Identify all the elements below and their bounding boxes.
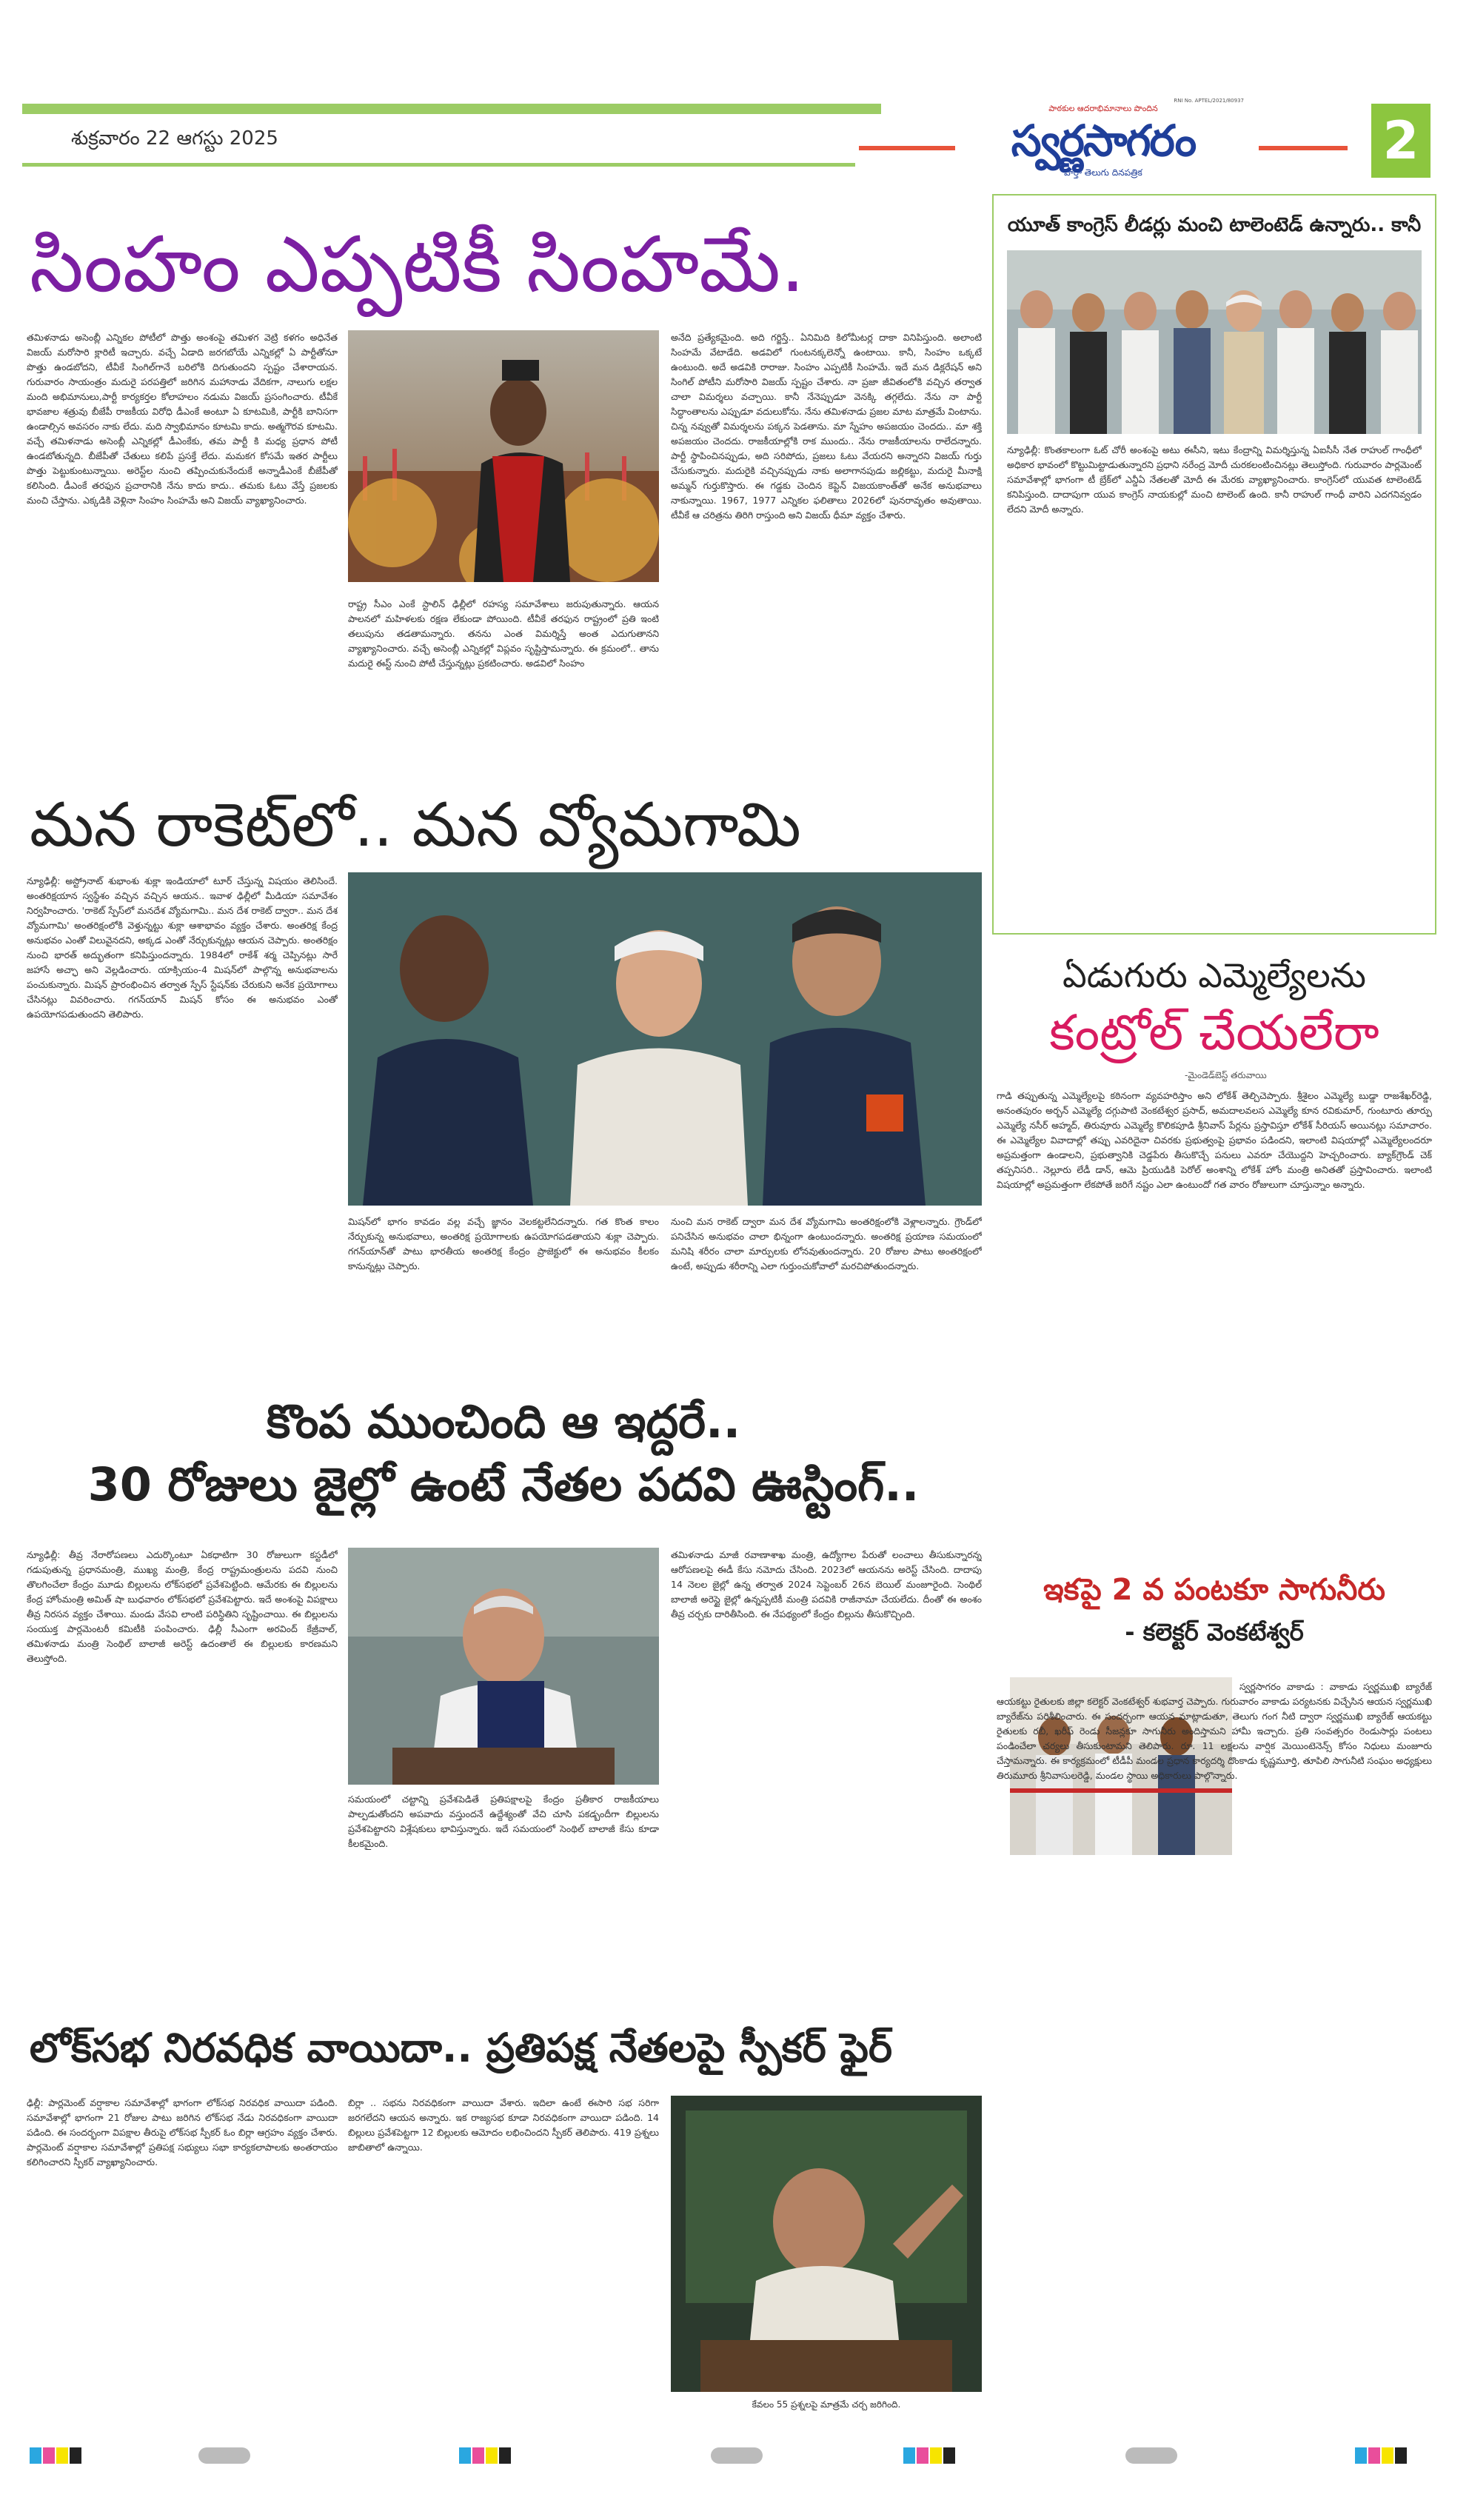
prison-headline-2: 30 రోజులు జైల్లో ఉంటే నేతల పదవి ఊస్టింగ్.. <box>87 1457 920 1511</box>
mla-text: గాడి తప్పుతున్న ఎమ్మెల్యేలపై కఠినంగా వ్యవహరిస్తాం అని లోకేశ్ తెల్చిచెప్పారు. శ్రీశైలం ఎమ్మెల్యే బుడ్డా రాజశేఖర్‌రెడ్డి, అనంతపురం అర్బన్ ఎమ్మెల్యే దగ్గుపాటి వెంకటేశ్వర ప్రసాద్, అమదాలవలస ఎమ్మెల్యే కూన రవికుమార్, గుంటూరు తూర్పు ఎమ్మెల్యే నసీర్ అహ్మద్, తిరువూరు ఎమ్మెల్యే కొలికపూడి శ్రీనివాస్ పేర్లను ప్రస్తావిస్తూ లోకేశ్ సీరియస్ అయినట్లు సమాచారం. ఈ ఎమ్మెల్యేల వివాదాల్లో తప్పు ఎవరిదైనా చివరకు ప్రభుత్వంపై ప్రభావం పడిందని, ఇలాంటి విషయాల్లో ఎమ్మెల్యేలందరూ అప్రమత్తంగా ఉండాలని, ప్రభుత్వానికి చెడ్డపేరు తీసుకొచ్చే పనులు ఎవరూ చేయొద్దని హెచ్చరించారు. బ్యాక్‌గ్రౌండ్ చెక్ తప్పనిసరి.. నెల్లూరు లేడీ డాన్, ఆమె ప్రియుడికి పెరోల్ అంశాన్ని లోకేశ్ హోం మంత్రి అనితతో ప్రస్తావించారు. ఇలాంటి విషయాల్లో అప్రమత్తంగా లేకపోతే జరిగే నష్టం ఎలా ఉంటుందో గత వారం రోజులుగా చూస్తున్నాం అన్నారు. <box>997 1090 1432 1190</box>
lead-col1: తమిళనాడు అసెంబ్లీ ఎన్నికల పోటీలో పొత్తు అంశంపై తమిళగ వెట్రి కళగం అధినేత విజయ్ మరోసారి క్లారిటీ ఇచ్చారు. వచ్చే ఏడాది జరగబోయే ఎన్నికల్లో ఏ పార్టీతోనూ పొత్తు ఉండబోదని, టీవీకే సింగిల్‌గానే బరిలోకి దిగుతుందని స్పష్టం చేశారాయన. గురువారం సాయంత్రం మదురై పరపత్తిలో జరిగిన మహానాడు వేదికగా, నాలుగు లక్షల మంది అభిమానులు,పార్టీ కార్యకర్తల కోలాహలం నడుమ విజయ్ ప్రసంగించారు. టీవీకే భావజాల శత్రువు బీజేపీ రాజకీయ విరోధి డీఎంకే అంటూ ఏ కూటమికి, పార్టీకి బానిసగా ఉండాల్సిన అవసరం నాకు లేదు. మది స్వాభిమానం కూటమి కాదు. అత్మగౌరవ కూటమి. వచ్చే తమిళనాడు అసెంబ్లీ ఎన్నికల్లో డీఎంకేకు, తమ పార్టీ కి మధ్య ప్రధాన పోటీ ఉండబోతున్నది. బీజేపీతో చేతులు కలిపే ప్రసక్తే లేదు. మమకగ కోసమే ఇతర పార్టీలు పొత్తు పెట్టుకుంటున్నాయి. అరెస్ట్‌ల నుంచి తప్పించుకునేందుకే అన్నాడీఎంకే బీజేపీతో కలిసింది. డీఎంకే తరఫున ప్రచారానికి నేను కాదు కాదు.. తమకు ఓటు వేస్తే ప్రజలకు మంచి చేస్తాను. ఎక్కడికి వెళ్లినా సింహం సింహమే అని విజయ్ వ్యాఖ్యానించారు. <box>27 332 338 506</box>
left-green-rule <box>22 163 855 167</box>
kalwa-headline: ఇకపై 2 వ పంటకూ సాగునీరు <box>1043 1573 1385 1607</box>
masthead <box>963 98 1244 185</box>
masthead-reg: RNI No. APTEL/2021/80937 <box>1174 98 1244 104</box>
registration-marks-4 <box>1355 2447 1408 2464</box>
registration-pill-1 <box>198 2447 250 2464</box>
loksabha-col1: ఢిల్లీ: పార్లమెంట్ వర్షాకాల సమావేశాల్లో భాగంగా లోక్‌సభ నిరవధిక వాయిదా పడింది. సమావేశాల్లో భాగంగా 21 రోజుల పాటు జరిగిన లోక్‌సభ నేడు నిరవధికంగా వాయిదా పడింది. ఈ సందర్భంగా విపక్షాల తీరుపై లోక్‌సభ స్పీకర్ ఓం బిర్లా ఆగ్రహం వ్యక్తం చేశారు. పార్లమెంట్ వర్షాకాల సమావేశాల్లో ప్రతిపక్ష సభ్యులు సభా కార్యకలాపాలకు అంతరాయం కలిగించారని స్పీకర్ వ్యాఖ్యానించారు. <box>27 2097 338 2168</box>
vijay-photo <box>348 330 659 582</box>
registration-pill-3 <box>1125 2447 1177 2464</box>
top-green-bar <box>22 104 881 114</box>
mla-headline-1: ఏడుగురు ఎమ్మెల్యేలను <box>1063 955 1366 995</box>
registration-marks-2 <box>459 2447 512 2464</box>
sidebar-text: న్యూఢిల్లీ: కొంతకాలంగా ఓట్ చోరీ అంశంపై అటు ఈసీని, ఇటు కేంద్రాన్ని విమర్శిస్తున్న ఏఐసీసీ నేత రాహుల్ గాంధీలో అధికార భావంలో కొట్టుమిట్టాడుతున్నారని ప్రధాని నరేంద్ర మోదీ చురకలంటించినట్లు తెలుస్తోంది. గురువారం పార్లమెంట్ సమావేశాల్లో భాగంగా టీ బ్రేక్‌లో ఎన్డీఏ నేతలతో మోదీ ఈ మేరకు వ్యాఖ్యానించారు. కాంగ్రెస్‌లో యువత టాలెంటెడ్ కనిపిస్తుంది. దాదాపుగా యువ కాంగ్రెస్ నాయకుల్లో మంచి టాలెంట్ ఉంది. కానీ రాహుల్ గాంధీ వారిని ఎదగనివ్వడం లేదని మోదీ అన్నారు. <box>1007 444 1422 515</box>
mla-source: -మైండెడ్‌బెస్ట్ తరువాయి <box>1185 1070 1267 1080</box>
masthead-title: స్వర్ణసాగరం <box>1011 116 1196 166</box>
kalwa-text: స్వర్ణసాగరం వాకాడు : వాకాడు స్వర్ణముఖి బ్యారేజ్ ఆయకట్టు రైతులకు జిల్లా కలెక్టర్ వెంకటేశ్వర్ శుభవార్త చెప్పారు. గురువారం వాకాడు పర్యటనకు విచ్చేసిన ఆయన స్వర్ణముఖి బ్యారేజ్‌ను పరిశీలించారు. ఈ సందర్భంగా ఆయన మాట్లాడుతూ, తెలుగు గంగ నీటి ద్వారా స్వర్ణముఖి బ్యారేజ్ ఆయకట్టు రైతులకు రబీ, ఖరీఫ్ రెండు సీజన్లకూ సాగునీరు అందిస్తామని హామీ ఇచ్చారు. ప్రతి సంవత్సరం రెండుసార్లు పంటలు పండించేలా చర్యలు తీసుకుంటామని తెలిపారు. రూ. 11 లక్షలను వార్షిక మెయింటెనెన్స్ కోసం నిధులు మంజూరు చేస్తామన్నారు. ఈ కార్యక్రమంలో టీడీపీ మండల ప్రధాన కార్యదర్శి దొంకాడు కృష్ణమూర్తి, తూపిలి సాగునీటి సంఘం అధ్యక్షులు తిరుమూరు శ్రీనివాసులరెడ్డి, మండల స్థాయి అధికారులు పాల్గొన్నారు. <box>997 1681 1432 1781</box>
modi-photo <box>1007 250 1422 434</box>
masthead-subtitle: వార్తా తెలుగు దినపత్రిక <box>1064 167 1142 178</box>
header-red-rule-left <box>859 146 955 150</box>
prison-col2: సమయంలో చట్టాన్ని ప్రవేశపెడితే ప్రతిపక్షాలపై కేంద్రం ప్రతీకార రాజకీయాలు పాల్పడుతోందని అపవాదు వస్తుందనే ఉద్దేశ్యంతో వేచి చూసి పకడ్బందీగా బిల్లులను ప్రవేశపెట్టారని విశ్లేషకులు భావిస్తున్నారు. ఇదే సమయంలో సెంథిల్ బాలాజీ కేసు కూడా కీలకమైంది. <box>348 1794 659 1849</box>
amit-shah-photo <box>348 1548 659 1785</box>
speaker-photo-caption: కేవలం 55 ప్రశ్నలపై మాత్రమే చర్చ జరిగింది. <box>752 2399 901 2410</box>
rocket-col1: న్యూఢిల్లీ: అస్ట్రోనాట్ శుభాంశు శుక్లా ఇండియాలో టూర్ చేస్తున్న విషయం తెలిసిందే. అంతరిక్షయాన స్వస్థేశం వచ్చిన వచ్చిన ఆయన.. ఇవాళ ఢిల్లీలో మీడియా సమావేశం నిర్వహించారు. 'రాకెట్ స్పేస్‌లో మనదేశ వ్యోమగామి.. మన దేశ రాకెట్ ద్వారా.. మన దేశ వ్యోమగామి' అంతరిక్షంలోకి వెళ్తున్నట్టు శుక్లా ఆశాభావం వ్యక్తం చేశారు. అంతరిక్ష కేంద్ర అనుభవం ఎంతో విలువైనదని, అక్కడ ఎంతో నేర్చుకున్నట్లు ఆయన చెప్పారు. అంతరిక్షం నుంచి భారత్ అద్భుతంగా కనిపిస్తుందన్నారు. 1984లో రాకేశ్ శర్మ చెప్పినట్లు సారే జహాసే అచ్ఛా అని వెల్లడించారు. యాక్సియం-4 మిషన్‌లో పాల్గొన్న అనుభవాలను పంచుకున్నారు. మిషన్ ప్రారంభించిన తర్వాత స్పేస్ స్టేషన్‌కు చేరుకుని అనేక ప్రయోగాలు చేసినట్లు వివరించారు. గగన్‌యాన్ మిషన్ కోసం ఈ అనుభవం ఎంతో ఉపయోగపడుతుందని తెలిపారు. <box>27 875 338 1020</box>
lead-col2: అనేది ప్రత్యేకమైంది. అది గర్జిస్తే.. ఏనిమిది కిలోమీటర్ల దాకా వినిపిస్తుంది. అలాంటి సింహమే వేటాడేది. అడవిలో గుంటనక్కలెన్నో ఉంటాయి. కానీ, సింహం ఒక్కటే ఉంటుంది. అదే అడవికి రారాజు. సింహం ఎప్పటికీ సింహమే. ఇదే మన డిక్లరేషన్ అని సింగిల్ పోటీని మరోసారి విజయ్ స్పష్టం చేశారు. నా ప్రజా జీవితంలోకి వచ్చిన తర్వాత చాలా విమర్శలు వచ్చాయి. కానీ నేనెప్పుడూ వెనక్కి తగ్గలేదు. నేను నా పార్టీ సిద్ధాంతాలను ఎప్పుడూ వదులుకోను. నేను తమిళనాడు ప్రజల మాట మాత్రమే వింటాను. చిన్న నవ్వుతో విమర్శలను పక్కన పెడతాను. మా స్నేహం అపజయం చెందదు.. మా శక్తి అపజయం చెందదు. రాజకీయాల్లోకి రాక ముందు.. నేను రాజకీయాలను రాలేదన్నారు. పార్టీ స్థాపించినప్పుడు, అది సరిపోదు, ప్రజలు ఓటు వేయరని అన్నారని విజయ్ గుర్తు చేసుకున్నారు. మదురైకి వచ్చినప్పుడు నాకు అలాగానపుడు జల్లికట్టు, మదురై మీనాక్షి అమ్మన్ గుర్తుకొస్తారు. ఈ గడ్డకు చెందిన కెప్టెన్ విజయకాంత్‌తో అనేక అనుభవాలు నాకున్నాయి. 1967, 1977 ఎన్నికల ఫలితాలు 2026లో పునరావృతం అవుతాయి. టీవీకే ఆ చరిత్రను తిరిగి రాస్తుంది అని విజయ్ ధీమా వ్యక్తం చేశారు. <box>671 332 982 521</box>
registration-pill-2 <box>711 2447 763 2464</box>
page-number: 2 <box>1371 104 1430 178</box>
lead-headline: సింహం ఎప్పటికీ సింహమే. <box>30 219 806 310</box>
sidebar-headline: యూత్ కాంగ్రెస్ లీడర్లు మంచి టాలెంటెడ్ ఉన్నారు.. కానీ <box>1007 214 1422 236</box>
registration-marks-1 <box>30 2447 83 2464</box>
lead-photo-caption: రాష్ట్ర సీఎం ఎంకే స్టాలిన్ ఢిల్లీలో రహస్య సమావేశాలు జరుపుతున్నారు. ఆయన పాలనలో మహిళలకు రక్షణ లేకుండా పోయింది. టీవీకే తరఫున రాష్ట్రంలో ప్రతి ఇంటి తలుపును తడతామన్నారు. తనను ఎంత విమర్శిస్తే అంత ఎదుగుతానని వ్యాఖ్యానించారు. వచ్చే అసెంబ్లీ ఎన్నికల్లో విప్లవం సృష్టిస్తామన్నారు. ఈ క్రమంలో.. తాను మదురై ఈస్ట్ నుంచి పోటీ చేస్తున్నట్లు ప్రకటించారు. అడవిలో సింహం <box>348 598 659 669</box>
rocket-col2: మిషన్‌లో భాగం కావడం వల్ల వచ్చే జ్ఞానం వెలకట్టలేనిదన్నారు. గత కొంత కాలం నేర్చుకున్న అనుభవాలు, అంతరిక్ష ప్రయోగాలకు ఉపయోగపడతాయని శుక్లా చెప్పారు. గగన్‌యాన్‌తో పాటు భారతీయ అంతరిక్ష కేంద్రం ప్రాజెక్టులో ఈ అనుభవం కీలకం కానున్నట్లు చెప్పారు. <box>348 1216 659 1271</box>
mla-headline-2: కంట్రోల్ చేయలేరా <box>1049 1004 1379 1061</box>
sidebar-box <box>992 194 1436 935</box>
speaker-photo <box>671 2096 982 2392</box>
kalwa-byline: - కలెక్టర్ వెంకటేశ్వర్ <box>1125 1618 1304 1646</box>
rocket-headline: మన రాకెట్‌లో.. మన వ్యోమగామి <box>30 790 801 860</box>
registration-marks-3 <box>903 2447 957 2464</box>
masthead-top-line: పాఠకుల ఆదరాభిమానాలు పొందిన <box>1048 104 1158 113</box>
header-red-rule-right <box>1259 146 1348 150</box>
prison-col1: న్యూఢిల్లీ: తీవ్ర నేరారోపణలు ఎదుర్కొంటూ ఏకధాటిగా 30 రోజులుగా కస్టడీలో గడుపుతున్న ప్రధానమంత్రి, ముఖ్య మంత్రి, కేంద్ర రాష్ట్రమంత్రులను పదవి నుంచి తొలగించేలా కేంద్రం మూడు బిల్లులను లోక్‌సభలో ప్రవేశపెట్టింది. ఆమేరకు ఈ బిల్లులను కేంద్ర హోంమంత్రి అమిత్ షా బుధవారం లోక్‌సభలో ప్రవేశపెట్టారు. ఇదే అంశంపై విపక్షాలు తీవ్ర నిరసన వ్యక్తం చేశాయి. మండు వేసవి లాంటి పరిస్థితిని సృష్టించాయి. ఈ బిల్లులను సంయుక్త పార్లమెంటరీ కమిటీకి పంపించారు. ఢిల్లీ సీఎంగా అరవింద్ కేజ్రీవాల్, తమిళనాడు మంత్రి సెంథిల్ బాలాజీ అరెస్ట్ ఉదంతాలే ఈ బిల్లులకు కారణమని తెలుస్తోంది. <box>27 1549 338 1664</box>
rocket-col3: నుంచి మన రాకెట్ ద్వారా మన దేశ వ్యోమగామి అంతరిక్షంలోకి వెళ్లాలన్నారు. గ్రౌండ్‌లో పనిచేసిన అనుభవం చాలా భిన్నంగా ఉంటుందన్నారు. అంతరిక్ష ప్రయాణ సమయంలో మనిషి శరీరం చాలా మార్పులకు లోనవుతుందన్నారు. 20 రోజుల పాటు అంతరిక్షంలో ఉంటే, అప్పుడు శరీరాన్ని ఎలా గుర్తుంచుకోవాలో మరచిపోతుందన్నారు. <box>671 1216 982 1271</box>
astronaut-photo <box>348 872 982 1206</box>
loksabha-col2: బిర్లా .. సభను నిరవధికంగా వాయిదా వేశారు. ఇదిలా ఉంటే ఈసారి సభ సరిగా జరగలేదని ఆయన అన్నారు. ఇక రాజ్యసభ కూడా నిరవధికంగా వాయిదా పడింది. 14 బిల్లులు ప్రవేశపెట్టగా 12 బిల్లులకు ఆమోదం లభించిందని స్పీకర్ తెలిపారు. 419 ప్రశ్నలు జాబితాలో ఉన్నాయి. <box>348 2097 659 2153</box>
prison-headline-1: కొంప ముంచింది ఆ ఇద్దరే.. <box>266 1394 741 1448</box>
loksabha-headline: లోక్‌సభ నిరవధిక వాయిదా.. ప్రతిపక్ష నేతలపై స్పీకర్ ఫైర్ <box>30 2025 892 2071</box>
date-label: శుక్రవారం 22 ఆగస్టు 2025 <box>71 127 278 150</box>
prison-col3: తమిళనాడు మాజీ రవాణాశాఖ మంత్రి, ఉద్యోగాల పేరుతో లంచాలు తీసుకున్నారన్న ఆరోపణలపై ఈడీ కేసు నమోదు చేసింది. 2023లో ఆయనను అరెస్ట్ చేసింది. దాదాపు 14 నెలల జైల్లో ఉన్న తర్వాత 2024 సెప్టెంబర్ 26న బెయిల్ మంజూరైంది. సెంథిల్ బాలాజీ అరెస్టై జైల్లో ఉన్నప్పటికీ మంత్రి పదవికి రాజీనామా చేయలేదు. దీంతో ఈ అంశం తీవ్ర చర్చకు దారితీసింది. ఈ నేపథ్యంలో కేంద్రం బిల్లును తీసుకొచ్చింది. <box>671 1549 982 1620</box>
